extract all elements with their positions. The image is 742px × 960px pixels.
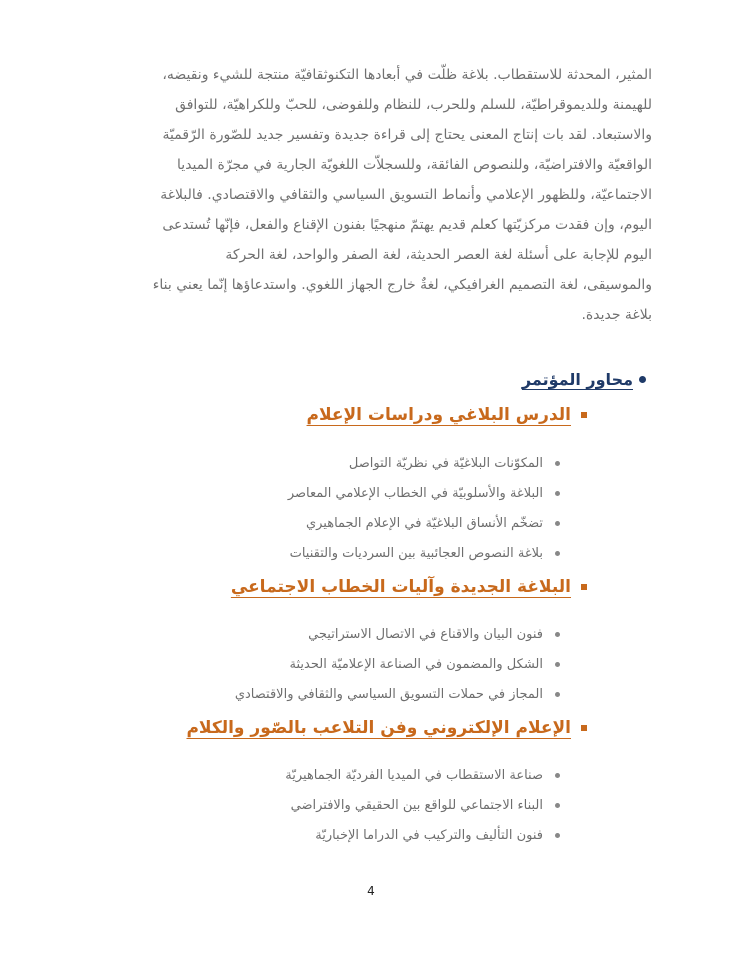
list-item (285, 760, 560, 790)
bullet-icon (555, 833, 560, 838)
list-item-text: فنون البيان والاقناع في الاتصال الاستراتيجي (308, 626, 543, 642)
list-item-text: تضخّم الأنساق البلاغيّة في الإعلام الجماهيري (305, 515, 543, 531)
intro-line: الواقعيّة والافتراضيّة، وللنصوص الفائقة، وللسجلاّت اللغويّة الجارية في مجرّة الميديا (177, 157, 652, 173)
square-bullet-icon (581, 584, 587, 590)
list-item (235, 619, 560, 649)
section-items (288, 448, 560, 568)
section-title: الدرس البلاغي ودراسات الإعلام (306, 405, 571, 425)
list-item-text: المكوّنات البلاغيّة في نظريّة التواصل (348, 455, 543, 471)
bullet-icon (555, 551, 560, 556)
list-item (288, 538, 560, 568)
bullet-icon (555, 521, 560, 526)
intro-line: بلاغة جديدة. (581, 307, 652, 323)
list-item (235, 679, 560, 709)
list-item (235, 649, 560, 679)
list-item (288, 448, 560, 478)
bullet-icon (555, 662, 560, 667)
list-item-text: الشكل والمضمون في الصناعة الإعلاميّة الحديثة (289, 656, 543, 672)
list-item-text: بلاغة النصوص العجائبية بين السرديات والتقنيات (289, 545, 543, 561)
section-title: الإعلام الإلكتروني وفن التلاعب بالصّور والكلام (186, 718, 571, 738)
bullet-icon (555, 803, 560, 808)
intro-line: للهيمنة وللديموقراطيّة، للسلم وللحرب، للنظام وللفوضى، للحبّ وللكراهيّة، للتوافق (175, 97, 652, 113)
list-item (285, 790, 560, 820)
square-bullet-icon (581, 725, 587, 731)
intro-line: اليوم، وإن فقدت مركزيّتها كعلم قديم يهتمّ منهجيًا بفنون الإقناع والفعل، فإنّها تُستدعى (162, 217, 652, 233)
list-item (285, 820, 560, 850)
list-item (288, 478, 560, 508)
section-items (235, 619, 560, 709)
conference-axes-title: محاور المؤتمر (521, 370, 633, 389)
bullet-icon (639, 376, 646, 383)
list-item-text: المجاز في حملات التسويق السياسي والثقافي والاقتصادي (234, 686, 543, 702)
square-bullet-icon (581, 412, 587, 418)
section-heading (186, 718, 587, 738)
list-item-text: البلاغة والأسلوبيّة في الخطاب الإعلامي المعاصر (287, 485, 543, 501)
conference-axes-heading (522, 370, 646, 389)
list-item (288, 508, 560, 538)
bullet-icon (555, 692, 560, 697)
section-heading (231, 577, 587, 597)
list-item-text: صناعة الاستقطاب في الميديا الفرديّة الجماهيريّة (285, 767, 543, 783)
page-number: 4 (367, 884, 375, 898)
bullet-icon (555, 461, 560, 466)
section-heading (307, 405, 587, 425)
bullet-icon (555, 491, 560, 496)
intro-line: والاستبعاد. لقد بات إنتاج المعنى يحتاج إلى قراءة جديدة وتفسير جديد للصّورة الرّقميّة (162, 127, 652, 143)
intro-line: المثير، المحدثة للاستقطاب. بلاغة ظلّت في أبعادها التكنوثقافيّة منتجة للشيء ونقيضه، (162, 67, 652, 83)
intro-line: والموسيقى، لغة التصميم الغرافيكي، لغةٌ خارج الجهاز اللغوي. واستدعاؤها إنّما يعني بناء (152, 277, 652, 293)
intro-line: الاجتماعيّة، وللظهور الإعلامي وأنماط التسويق السياسي والثقافي والاقتصادي. فالبلاغة (160, 187, 652, 203)
bullet-icon (555, 632, 560, 637)
bullet-icon (555, 773, 560, 778)
intro-paragraph (77, 60, 652, 330)
section-items (285, 760, 560, 850)
list-item-text: فنون التأليف والتركيب في الدراما الإخباريّة (315, 827, 543, 843)
list-item-text: البناء الاجتماعي للواقع بين الحقيقي والافتراضي (290, 797, 543, 813)
intro-line: اليوم للإجابة على أسئلة لغة العصر الحديثة، لغة الصفر والواحد، لغة الحركة (225, 247, 652, 263)
section-title: البلاغة الجديدة وآليات الخطاب الاجتماعي (230, 577, 571, 597)
